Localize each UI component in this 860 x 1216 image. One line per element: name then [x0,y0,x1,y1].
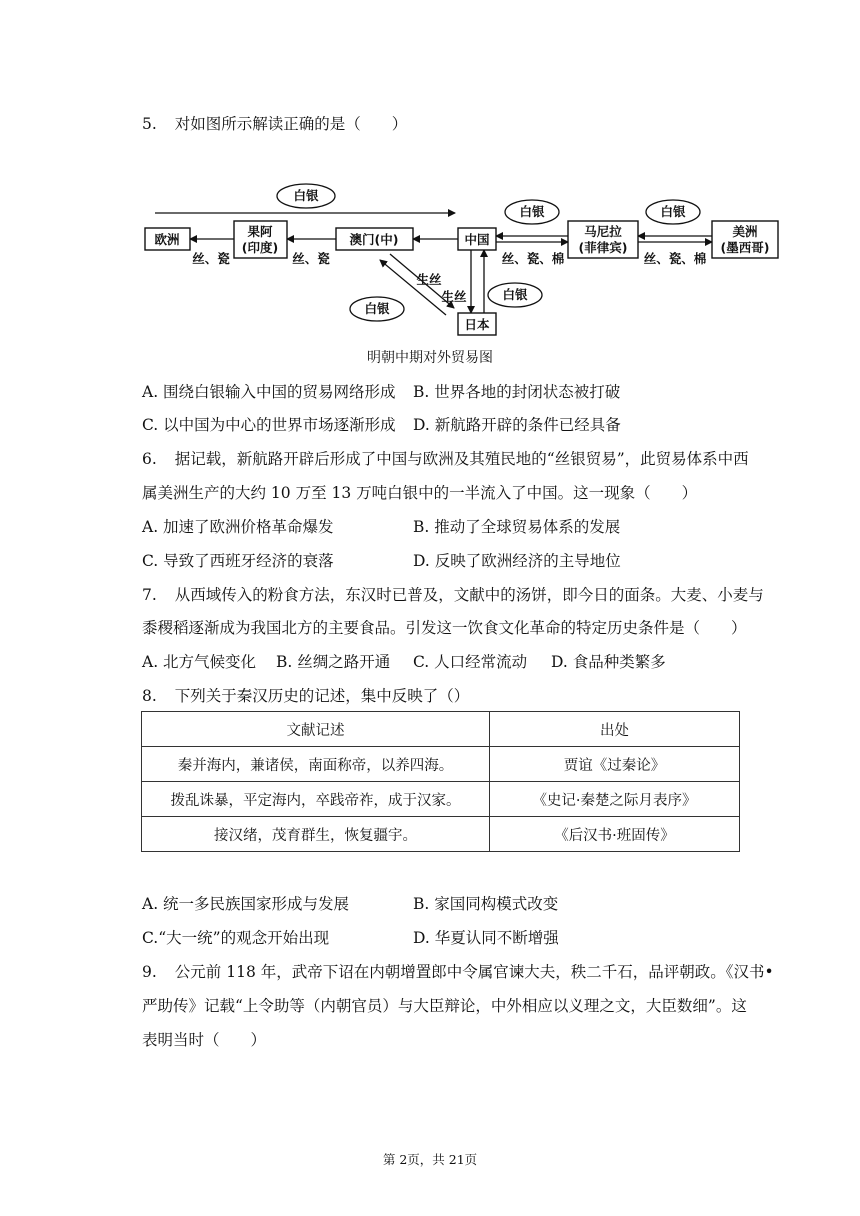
label-silk-porcelain-cotton-1: 丝、瓷、棉 [501,251,565,266]
label-silver-manila-america: 白银 [660,204,686,219]
table-cell-source: 《史记·秦楚之际月表序》 [490,782,740,817]
node-goa: 果阿 [247,224,273,239]
q6-line1 [142,449,749,469]
node-macau: 澳门(中) [349,232,399,247]
q8-number: 8. [142,687,157,705]
node-china: 中国 [464,232,490,247]
label-silver-japan: 白银 [502,287,528,302]
q5-stem: 对如图所示解读正确的是（ ） [174,115,408,133]
label-raw-silk-1: 生丝 [416,272,442,287]
node-japan: 日本 [464,317,490,332]
q5-option-a[interactable]: A. 围绕白银输入中国的贸易网络形成 [142,383,396,401]
table-cell-text: 拨乱诛暴，平定海内，卒践帝祚，成于汉家。 [142,782,490,817]
page-footer: 第 2页，共 21页 [382,1152,478,1167]
q9-line1 [142,962,774,982]
q7-number: 7. [142,586,157,604]
node-manila: 马尼拉 [584,224,622,239]
q8-option-b[interactable]: B. 家国同构模式改变 [413,895,559,913]
table-header-source: 出处 [490,712,740,747]
q5-option-d[interactable]: D. 新航路开辟的条件已经具备 [413,416,621,434]
q6-option-d[interactable]: D. 反映了欧洲经济的主导地位 [413,552,621,570]
q7-option-a[interactable]: A. 北方气候变化 [142,653,257,671]
q7-option-d[interactable]: D. 食品种类繁多 [551,653,666,671]
q7-line2: 黍稷稻逐渐成为我国北方的主要食品。引发这一饮食文化革命的特定历史条件是（ ） [142,619,747,637]
q6-text1: 据记载，新航路开辟后形成了中国与欧洲及其殖民地的“丝银贸易”，此贸易体系中西 [174,450,749,468]
table-row [142,817,740,852]
table-row [142,782,740,817]
q6-line2: 属美洲生产的大约 10 万至 13 万吨白银中的一半流入了中国。这一现象（ ） [142,484,698,502]
source-table [141,711,740,852]
q9-line2: 严助传》记载“上令助等（内朝官员）与大臣辩论，中外相应以义理之文，大臣数细”。这 [142,997,747,1015]
q9-line3: 表明当时（ ） [142,1031,267,1049]
q6-option-b[interactable]: B. 推动了全球贸易体系的发展 [413,518,621,536]
label-silk-porcelain-2: 丝、瓷 [292,251,330,266]
node-goa-sub: (印度) [241,240,279,255]
label-silver-china-manila: 白银 [519,204,545,219]
diagram-caption: 明朝中期对外贸易图 [367,350,493,366]
q7-line1 [142,585,764,605]
table-header-text: 文献记述 [142,712,490,747]
table-row [142,747,740,782]
node-manila-sub: (菲律宾) [578,240,628,255]
table-cell-text: 接汉绪，茂育群生，恢复疆宇。 [142,817,490,852]
node-europe: 欧洲 [154,232,180,247]
label-silk-porcelain-cotton-2: 丝、瓷、棉 [643,251,707,266]
node-america: 美洲 [732,224,758,239]
q7-text1: 从西域传入的粉食方法，东汉时已普及，文献中的汤饼，即今日的面条。大麦、小麦与 [174,586,764,604]
q8-stem: 下列关于秦汉历史的记述，集中反映了（） [174,687,470,705]
table-cell-source: 贾谊《过秦论》 [490,747,740,782]
q5-number: 5. [142,115,157,133]
label-raw-silk-2: 生丝 [441,289,467,304]
q8-option-d[interactable]: D. 华夏认同不断增强 [413,929,559,947]
trade-diagram [0,0,860,345]
label-silver-macau-japan: 白银 [364,301,390,316]
q6-number: 6. [142,450,157,468]
q9-number: 9. [142,963,157,981]
label-silk-porcelain-1: 丝、瓷 [192,251,230,266]
label-silver-top: 白银 [293,188,319,203]
q9-text1: 公元前 118 年，武帝下诏在内朝增置郎中令属官谏大夫，秩二千石，品评朝政。《汉书• [174,963,774,981]
q7-option-b[interactable]: B. 丝绸之路开通 [276,653,391,671]
q8-option-c[interactable]: C.“大一统”的观念开始出现 [142,929,330,947]
table-cell-source: 《后汉书·班固传》 [490,817,740,852]
q8-option-a[interactable]: A. 统一多民族国家形成与发展 [142,895,350,913]
q8-stem-line [142,686,469,706]
q6-option-a[interactable]: A. 加速了欧洲价格革命爆发 [142,518,334,536]
q5-option-b[interactable]: B. 世界各地的封闭状态被打破 [413,383,621,401]
table-header-row [142,712,740,747]
q6-option-c[interactable]: C. 导致了西班牙经济的衰落 [142,552,334,570]
q5-option-c[interactable]: C. 以中国为中心的世界市场逐渐形成 [142,416,396,434]
node-america-sub: (墨西哥) [720,240,770,255]
table-cell-text: 秦并海内，兼诸侯，南面称帝，以养四海。 [142,747,490,782]
q7-option-c[interactable]: C. 人口经常流动 [413,653,528,671]
